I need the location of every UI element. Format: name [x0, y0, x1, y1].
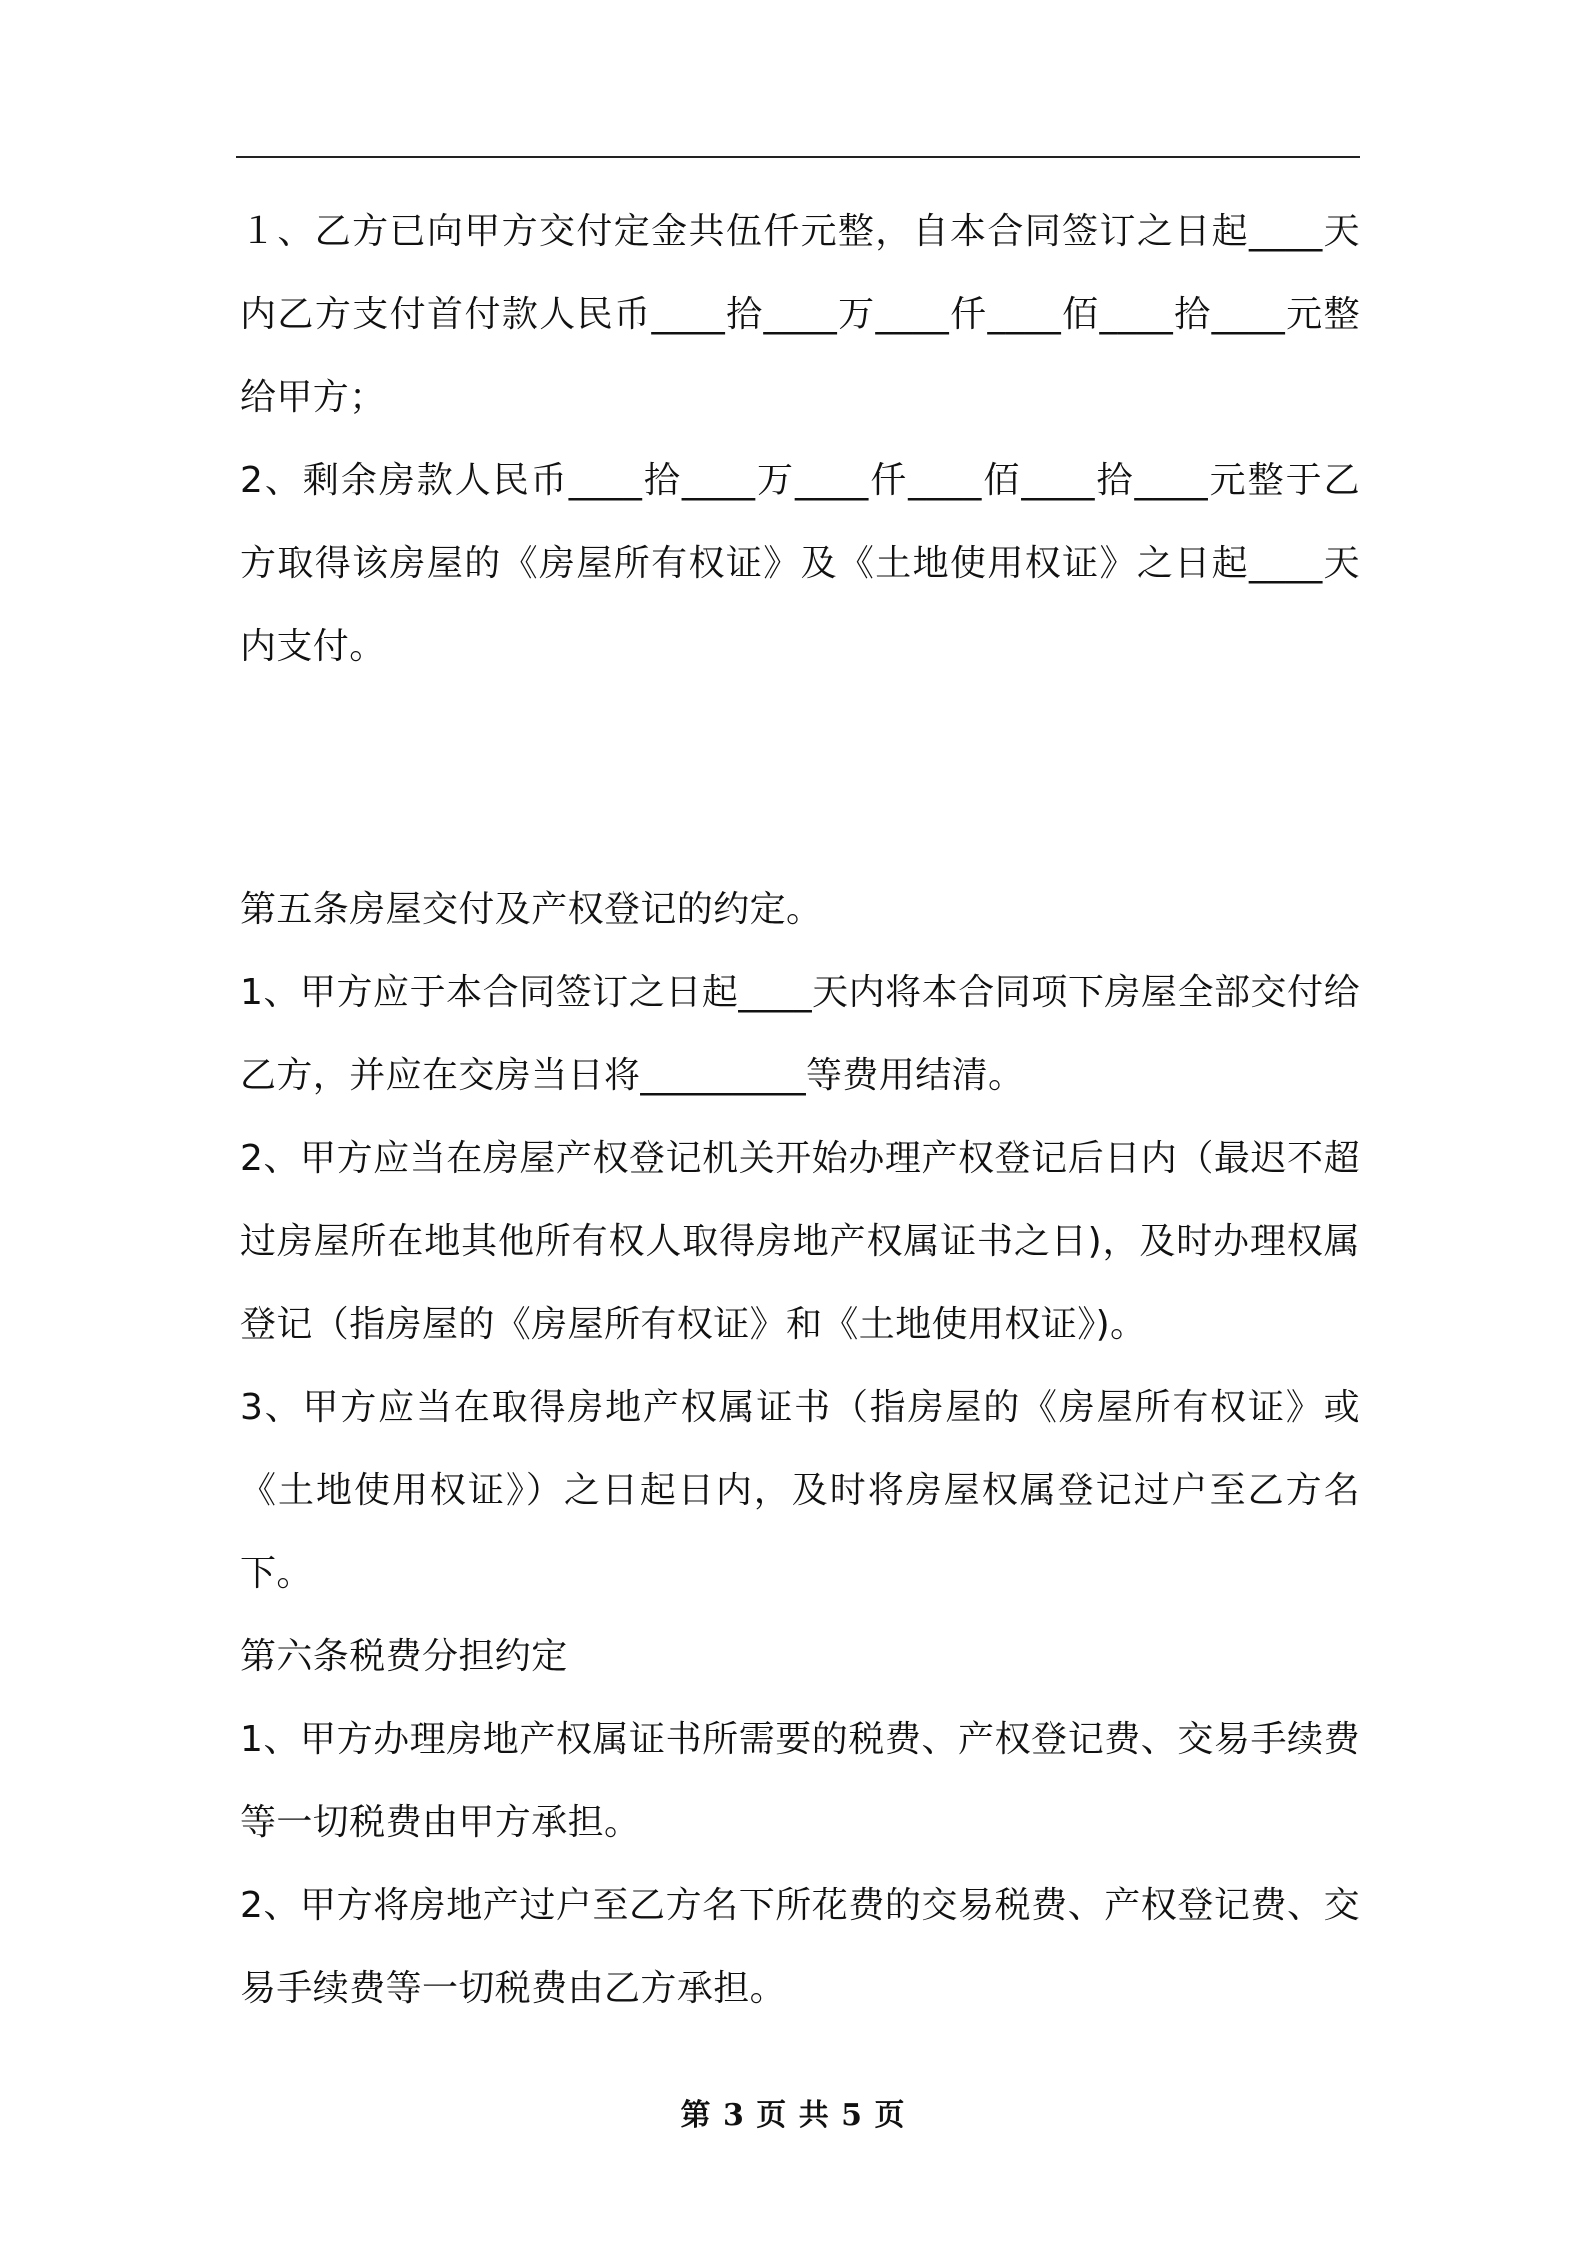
section5-item-2: 2、甲方应当在房屋产权登记机关开始办理产权登记后日内（最迟不超过房屋所在地其他所有权人取得房地产权属证书之日)，及时办理权属登记（指房屋的《房屋所有权证》和《土地使用权证》)。 [240, 1138, 1360, 1345]
paragraph-gap [240, 688, 1360, 868]
document-body [240, 190, 1360, 2030]
section6-title: 第六条税费分担约定 [240, 1636, 568, 1677]
section5-title: 第五条房屋交付及产权登记的约定。 [240, 889, 823, 930]
header-divider [236, 156, 1360, 158]
section6-item-2: 2、甲方将房地产过户至乙方名下所花费的交易税费、产权登记费、交易手续费等一切税费由乙方承担。 [240, 1885, 1360, 2009]
section4-item-2: 2、剩余房款人民币____拾____万____仟____佰____拾____元整于乙方取得该房屋的《房屋所有权证》及《土地使用权证》之日起____天内支付。 [240, 460, 1360, 667]
page-number: 第 3 页 共 5 页 [680, 2098, 906, 2133]
section5-item-3: 3、甲方应当在取得房地产权属证书（指房屋的《房屋所有权证》或《土地使用权证》）之日起日内，及时将房屋权属登记过户至乙方名下。 [240, 1387, 1360, 1594]
section6-item-1: 1、甲方办理房地产权属证书所需要的税费、产权登记费、交易手续费等一切税费由甲方承担。 [240, 1719, 1360, 1843]
section5-item-1: 1、甲方应于本合同签订之日起____天内将本合同项下房屋全部交付给乙方，并应在交房当日将_________等费用结清。 [240, 972, 1360, 1096]
section4-item-1: １、乙方已向甲方交付定金共伍仟元整，自本合同签订之日起____天内乙方支付首付款人民币____拾____万____仟____佰____拾____元整给甲方； [240, 211, 1360, 418]
